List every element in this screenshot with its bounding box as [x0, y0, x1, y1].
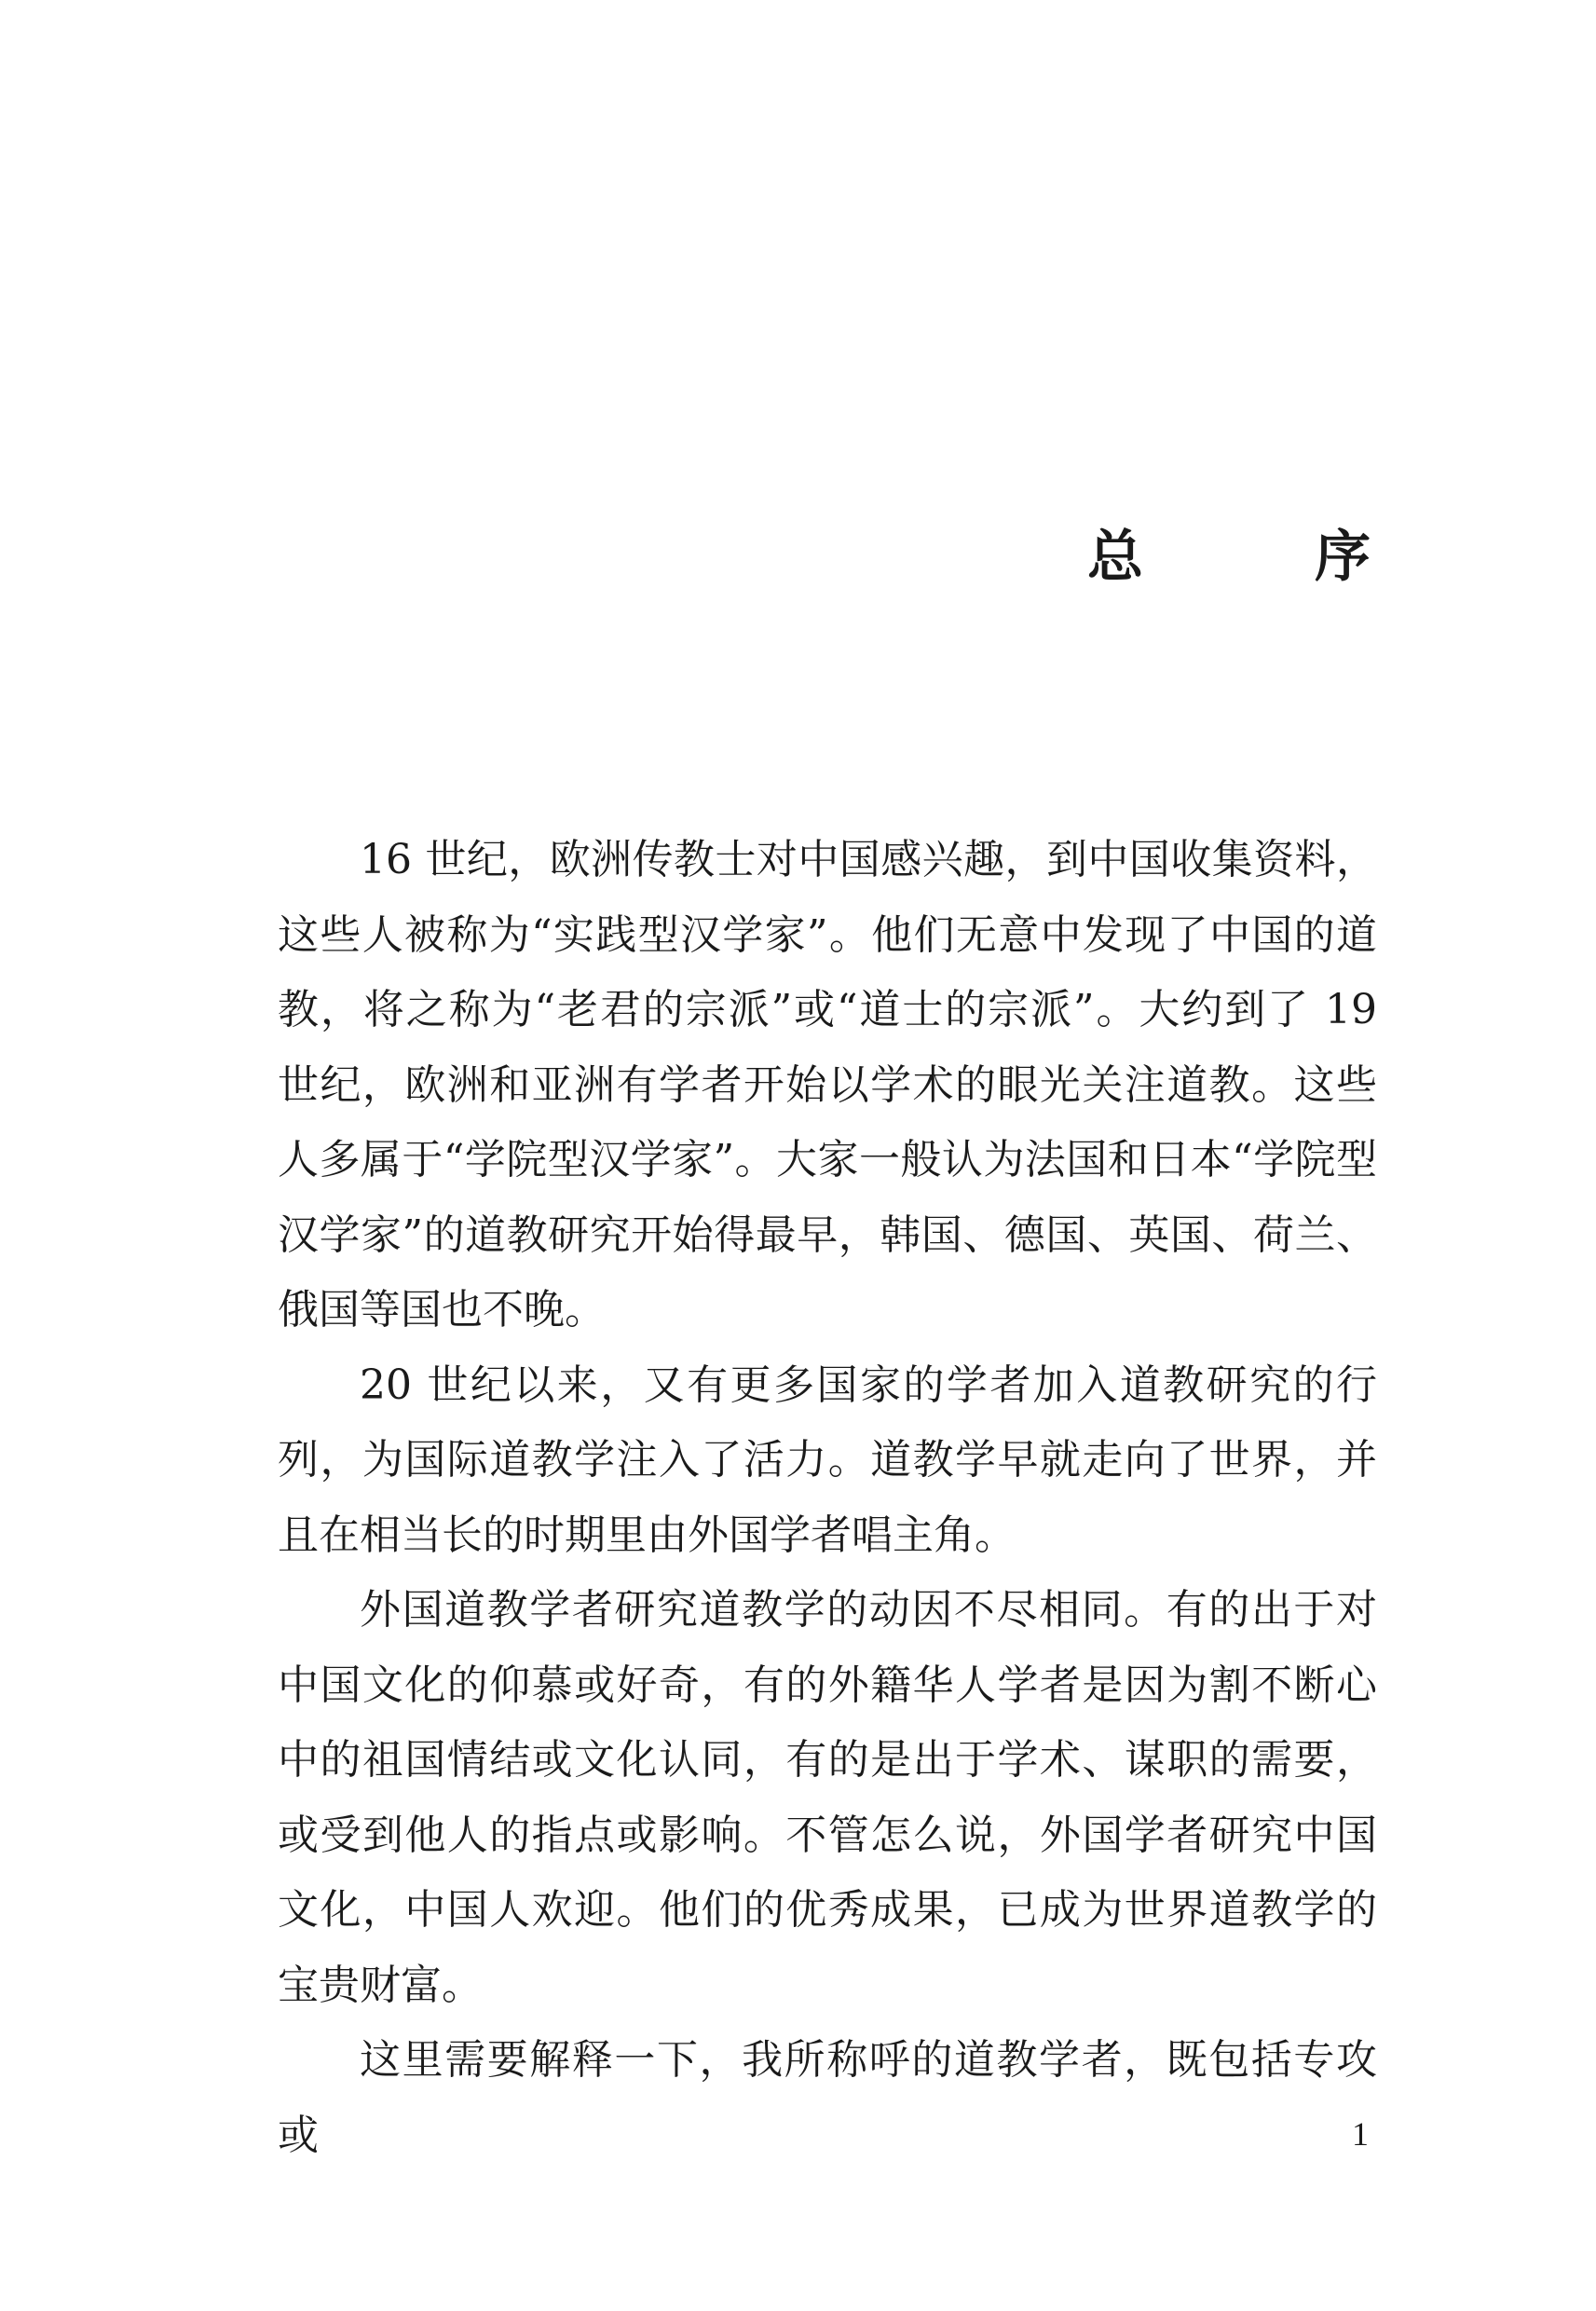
body-text [278, 823, 1377, 2173]
page-title: 总 序 [1087, 525, 1428, 591]
paragraph: 外国道教学者研究道教学的动因不尽相同。有的出于对中国文化的仰慕或好奇，有的外籍华人学者是因为割不断心中的祖国情结或文化认同，有的是出于学术、谋职的需要，或受到他人的指点或影响。不管怎么说，外国学者研究中国文化，中国人欢迎。他们的优秀成果，已成为世界道教学的宝贵财富。 [278, 1586, 1377, 2009]
page-number: 1 [1352, 2115, 1369, 2153]
paragraph: 20 世纪以来，又有更多国家的学者加入道教研究的行列，为国际道教学注入了活力。道教学早就走向了世界，并且在相当长的时期里由外国学者唱主角。 [278, 1361, 1377, 1559]
paragraph: 16 世纪，欧洲传教士对中国感兴趣，到中国收集资料，这些人被称为“实践型汉学家”。他们无意中发现了中国的道教，将之称为“老君的宗派”或“道士的宗派”。大约到了 19 世纪，欧洲和亚洲有学者开始以学术的眼光关注道教。这些人多属于“学院型汉学家”。大家一般认为法国和日本“学院型汉学家”的道教研究开始得最早，韩国、德国、英国、荷兰、俄国等国也不晚。 [278, 836, 1377, 1333]
paragraph: 这里需要解释一下，我所称呼的道教学者，既包括专攻或 [278, 2036, 1377, 2159]
